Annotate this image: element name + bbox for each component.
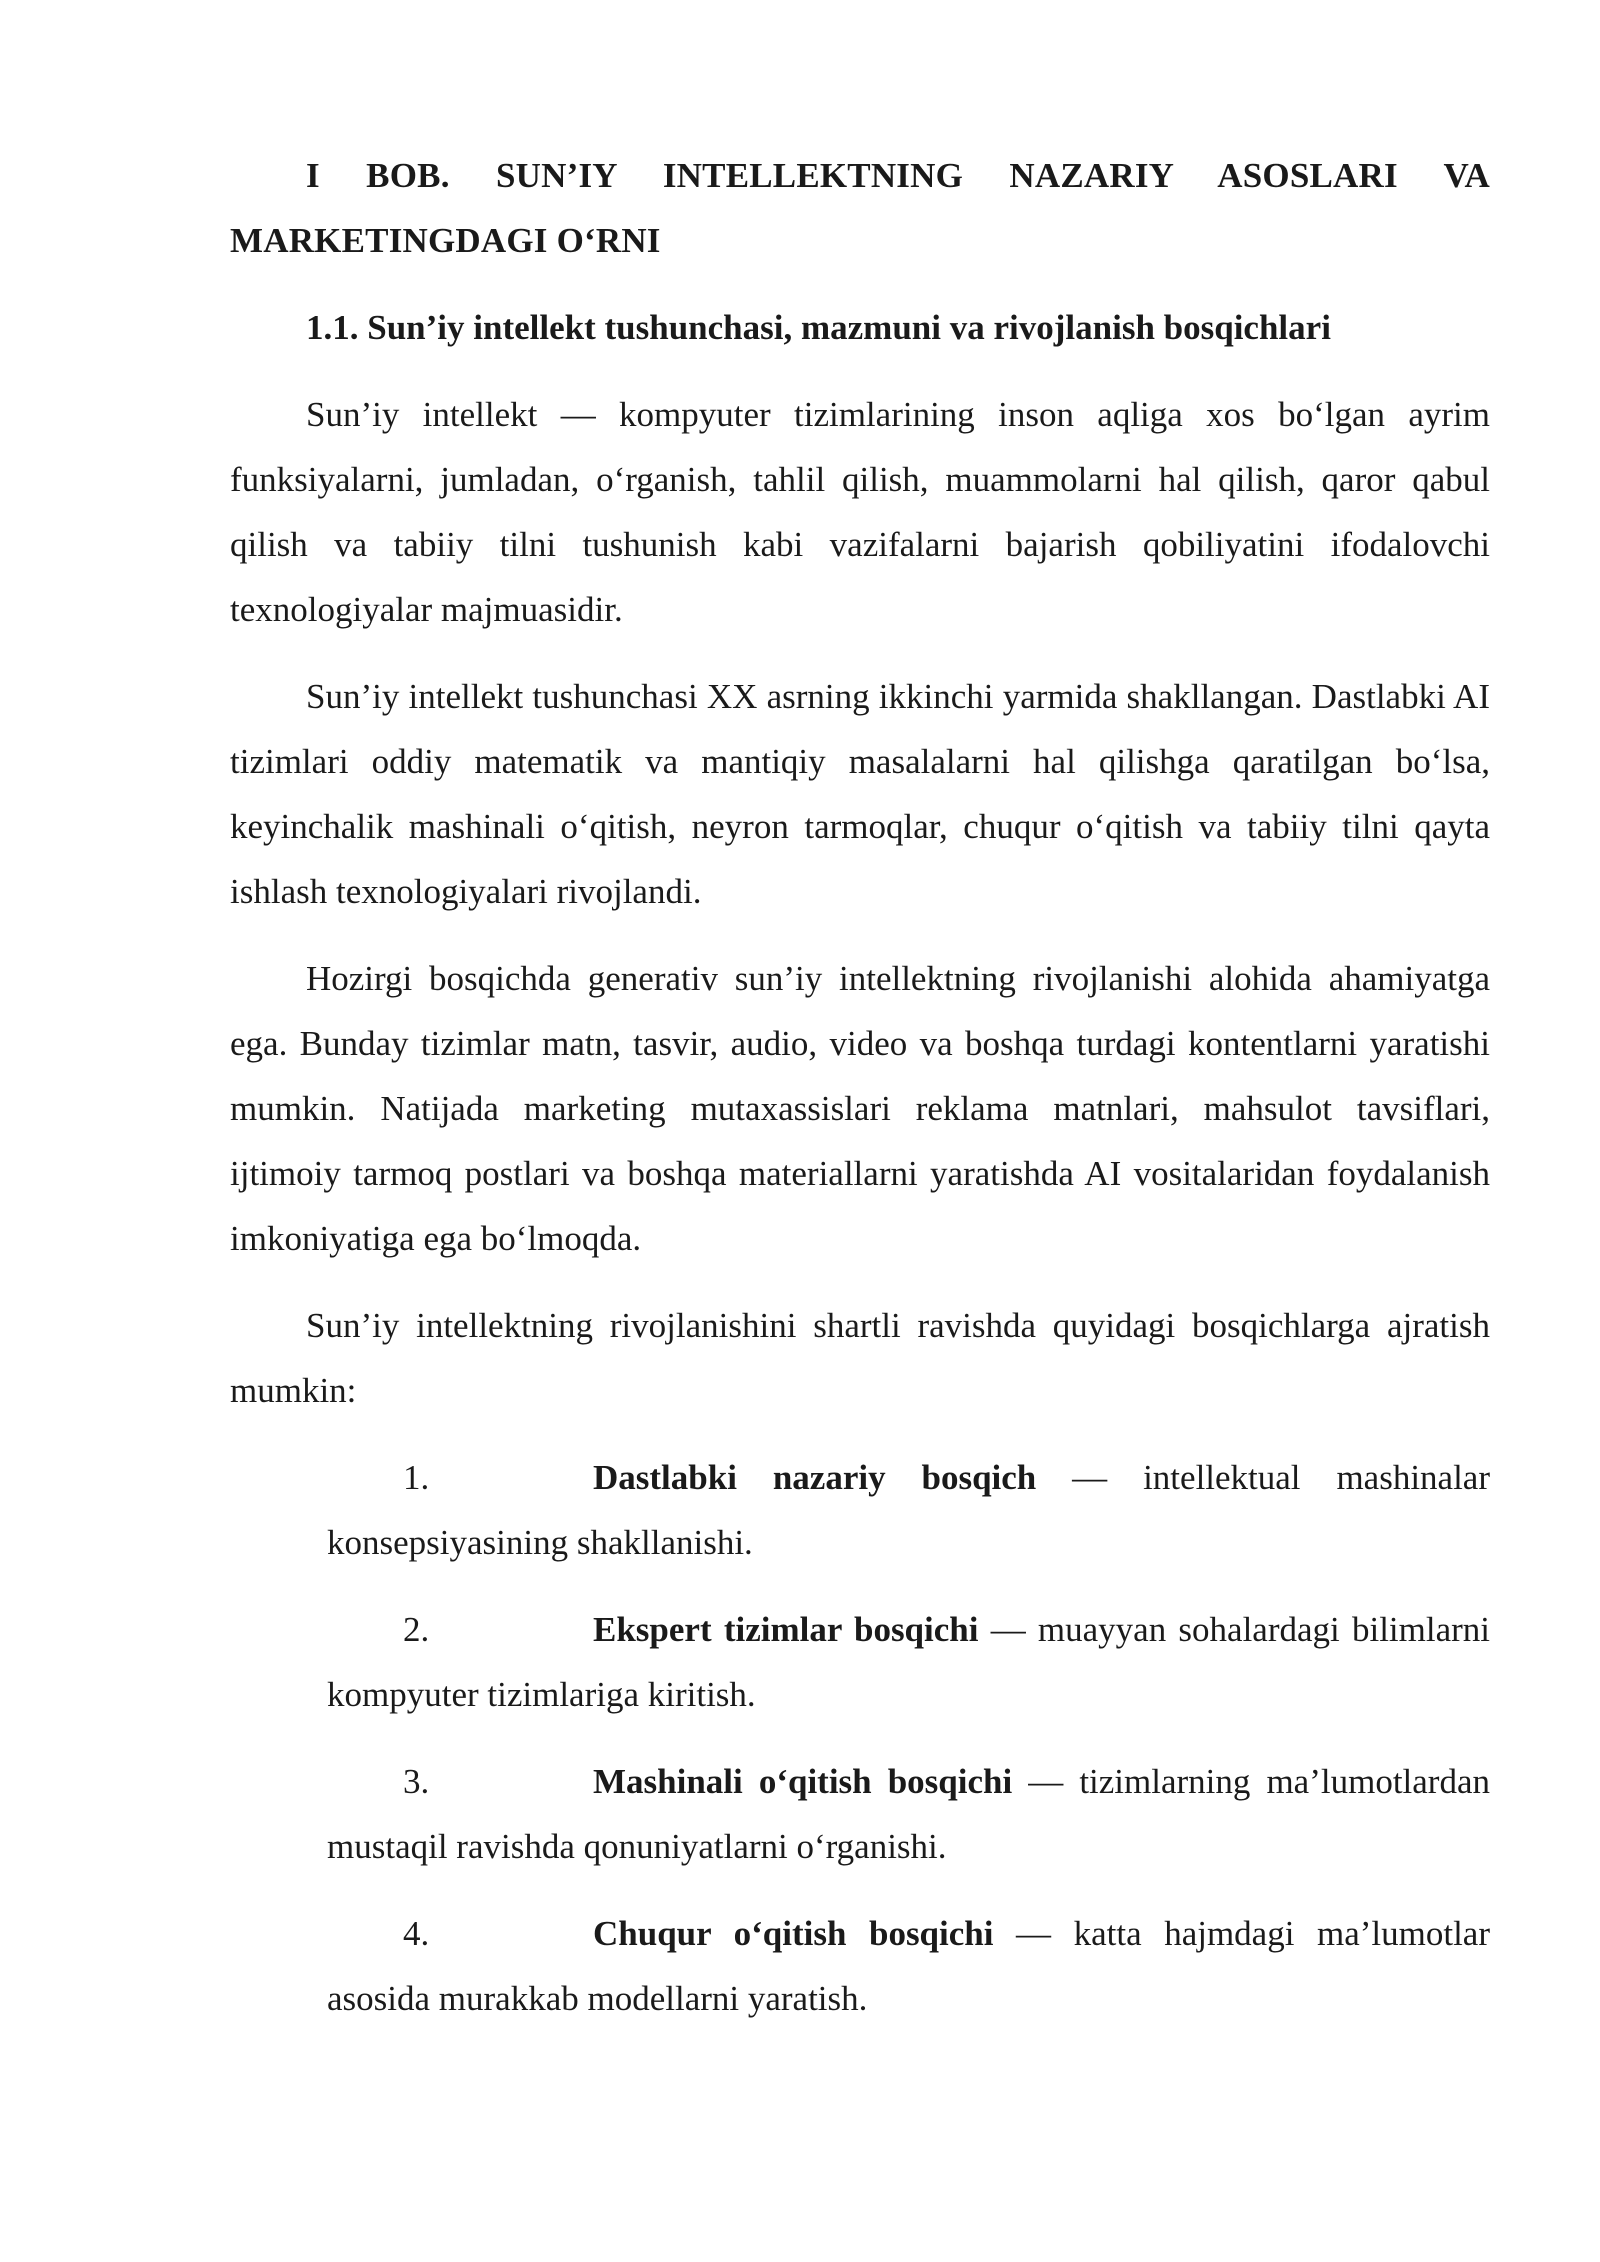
list-item-term: Mashinali o‘qitish bosqichi (593, 1762, 1013, 1801)
list-item-term: Chuqur o‘qitish bosqichi (593, 1914, 994, 1953)
list-item-number: 1. (403, 1458, 430, 1497)
list-item-term: Ekspert tizimlar bosqichi (593, 1610, 979, 1649)
stages-list (230, 1445, 1490, 2031)
list-item (327, 1901, 1490, 2031)
list-item-term: Dastlabki nazariy bosqich (593, 1458, 1037, 1497)
paragraph-generative-ai: Hozirgi bosqichda generativ sun’iy intellektning rivojlanishi alohida ahamiyatga ega. Bunday tizimlar matn, tasvir, audio, video va boshqa turdagi kontentlarni yaratishi mumkin. Natijada marketing mutaxassislari reklama matnlari, mahsulot tavsiflari, ijtimoiy tarmoq postlari va boshqa materiallarni yaratishda AI vositalaridan foydalanish imkoniyatiga ega bo‘lmoqda. (230, 959, 1490, 1258)
paragraph-definition: Sun’iy intellekt — kompyuter tizimlarining inson aqliga xos bo‘lgan ayrim funksiyalarni, jumladan, o‘rganish, tahlil qilish, muammolarni hal qilish, qaror qabul qilish va tabiiy tilni tushunish kabi vazifalarni bajarish qobiliyatini ifodalovchi texnologiyalar majmuasidir. (230, 395, 1490, 629)
list-item-description: — tizimlarning ma’lumotlardan mustaqil ravishda qonuniyatlarni o‘rganishi. (327, 1762, 1490, 1866)
list-item-number: 2. (403, 1610, 430, 1649)
paragraph-stages-intro: Sun’iy intellektning rivojlanishini shartli ravishda quyidagi bosqichlarga ajratish mumkin: (230, 1306, 1490, 1410)
page-content (230, 143, 1490, 2031)
list-item-number: 4. (403, 1914, 430, 1953)
list-item (327, 1597, 1490, 1727)
list-item-number: 3. (403, 1762, 430, 1801)
list-item (327, 1749, 1490, 1879)
chapter-title: I BOB. SUN’IY INTELLEKTNING NAZARIY ASOSLARI VA MARKETINGDAGI O‘RNI (230, 156, 1490, 260)
list-item-description: — muayyan sohalardagi bilimlarni kompyuter tizimlariga kiritish. (327, 1610, 1491, 1714)
list-item-description: — katta hajmdagi ma’lumotlar asosida murakkab modellarni yaratish. (327, 1914, 1490, 2018)
list-item-description: — intellektual mashinalar konsepsiyasining shakllanishi. (327, 1458, 1490, 1562)
section-title: 1.1. Sun’iy intellekt tushunchasi, mazmuni va rivojlanish bosqichlari (306, 308, 1331, 347)
list-item (327, 1445, 1490, 1575)
paragraph-history: Sun’iy intellekt tushunchasi XX asrning ikkinchi yarmida shakllangan. Dastlabki AI tizimlari oddiy matematik va mantiqiy masalalarni hal qilishga qaratilgan bo‘lsa, keyinchalik mashinali o‘qitish, neyron tarmoqlar, chuqur o‘qitish va tabiiy tilni qayta ishlash texnologiyalari rivojlandi. (230, 677, 1490, 911)
